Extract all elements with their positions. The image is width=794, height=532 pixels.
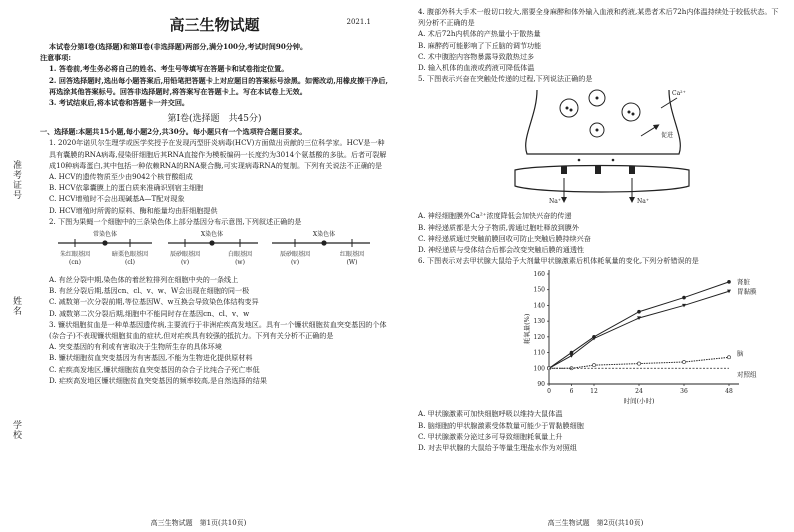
q2-option-b: B. 有丝分裂后期,基因cn、cl、v、w、W会出现在细胞的同一极 [49, 286, 250, 296]
promote-label: 促进 [661, 132, 674, 140]
data-point [592, 364, 595, 367]
q2-option-a: A. 有丝分裂中期,染色体的着丝粒排列在细胞中央的一条线上 [49, 275, 239, 285]
x-tick-label: 0 [547, 388, 551, 396]
part-instruction: 一、选择题:本题共15小题,每小题2分,共30分。每小题只有一个选项符合题目要求。 [40, 127, 307, 137]
q6-option-a: A. 甲状腺激素可加快细胞呼吸以维持大鼠体温 [418, 409, 563, 419]
notice-heading: 注意事项: [40, 53, 71, 63]
series-label: 肾脏 [737, 278, 750, 287]
q3-option-a: A. 突变基因的有利或有害取决于生物所生存的具体环境 [49, 342, 222, 352]
y-tick-label: 140 [533, 302, 545, 310]
exam-date: 2021.1 [346, 18, 371, 26]
data-point [637, 310, 641, 314]
y-tick-label: 90 [537, 381, 545, 389]
data-point [727, 356, 730, 359]
y-tick-label: 100 [533, 365, 545, 373]
gene-label: 朱红眼基因 [59, 251, 91, 259]
q4-option-b: B. 麻醉药可能影响了下丘脑的调节功能 [418, 40, 542, 50]
q2-option-d: D. 减数第二次分裂后期,细胞中不能同时存在基因cn、cl、v、w [49, 308, 250, 318]
data-point [570, 351, 574, 355]
series-line-0 [549, 282, 729, 368]
gene-symbol: (v) [180, 259, 190, 267]
chromosome-diagram [40, 229, 389, 273]
sodium-label: Na⁺ [549, 198, 561, 206]
series-label: 对照组 [737, 370, 757, 379]
gene-label: 辰砂眼基因 [169, 251, 201, 259]
q6-option-d: D. 对去甲状腺的大鼠给予等量生理盐水作为对照组 [418, 443, 577, 453]
chart-svg [409, 266, 784, 408]
q4-option-d: D. 输入机体的血液或药液可降低体温 [418, 63, 535, 73]
section-heading: 第Ⅰ卷(选择题 共45分) [167, 114, 262, 125]
synapse-drawing [409, 86, 784, 208]
q6-option-c: C. 甲状腺激素分泌过多可导致细胞耗氧量上升 [418, 431, 563, 441]
notice-item: 2. 回答选择题时,选出每小题答案后,用铅笔把答题卡上对应题目的答案标号涂黑。如需改动,用橡皮擦干净后,再选涂其他答案标号。回答非选择题时,将答案写在答题卡上。写在本试卷上无效。 [49, 75, 388, 96]
gutter-label-school: 学校 [11, 420, 21, 440]
q5-option-d: D. 神经递质与受体结合后都会改变突触后膜的通透性 [418, 245, 585, 255]
gene-symbol: (v) [290, 259, 300, 267]
gene-label: 辰砂眼基因 [279, 251, 311, 259]
page-footer: 高三生物试题 第1页(共10页) [150, 519, 247, 527]
q4-option-c: C. 术中腹腔内容物暴露导致散热过多 [418, 51, 535, 61]
q4-option-a: A. 术后72h内机体的产热量小于散热量 [418, 29, 541, 39]
x-tick-label: 36 [680, 388, 688, 396]
y-tick-label: 120 [533, 334, 545, 342]
q5-option-a: A. 神经细胞膜外Ca²⁺浓度降低会加快兴奋的传递 [418, 211, 572, 221]
question-2-stem: 2. 下图为果蝇一个细胞中的三条染色体上部分基因分布示意图,下列叙述正确的是 [49, 216, 302, 226]
page-title [40, 14, 389, 35]
page-2 [397, 0, 794, 532]
gene-label: 暗栗色眼基因 [111, 251, 149, 259]
title-text: 高三生物试题 [169, 16, 260, 34]
q3-option-b: B. 镰状细胞贫血突变基因为有害基因,不能为生物进化提供原材料 [49, 353, 253, 363]
notice-item: 3. 考试结束后,将本试卷和答题卡一并交回。 [49, 98, 190, 108]
x-axis-title: 时间(小时) [623, 397, 655, 406]
series-label: 胃黏膜 [737, 287, 757, 296]
x-tick-label: 48 [725, 388, 733, 396]
data-point [682, 296, 686, 300]
gene-symbol: (w) [235, 259, 245, 267]
x-tick-label: 12 [590, 388, 598, 396]
y-tick-label: 130 [533, 318, 545, 326]
exam-intro: 本试卷分第Ⅰ卷(选择题)和第Ⅱ卷(非选择题)两部分,满分100分,考试时间90分钟。 [49, 42, 308, 51]
calcium-label: Ca²⁺ [672, 90, 686, 98]
q1-option-a: A. HCV的遗传物质至少由9042个核苷酸组成 [49, 172, 193, 182]
question-6-stem: 6. 下图表示对去甲状腺大鼠给予大剂量甲状腺激素后机体耗氧量的变化,下列分析错误的是 [418, 256, 699, 266]
gene-label: 红眼基因 [339, 251, 365, 259]
y-tick-label: 150 [533, 287, 545, 295]
question-5-stem: 5. 下图表示兴奋在突触处传递的过程,下列说法正确的是 [418, 74, 593, 84]
gutter-label-name: 姓名 [11, 296, 21, 316]
y-axis-title: 耗氧量(%) [523, 314, 531, 345]
chromosome-label: X染色体 [200, 231, 224, 239]
gene-symbol: (W) [346, 259, 358, 267]
chromosome-label: X染色体 [312, 231, 336, 239]
chromosome-label: 常染色体 [92, 231, 118, 239]
sodium-label: Na⁺ [637, 198, 649, 206]
gutter-label-exam-id: 准考证号 [11, 160, 21, 200]
oxygen-consumption-chart [409, 266, 784, 408]
data-point [727, 280, 731, 284]
q3-option-d: D. 疟疾高发地区镰状细胞贫血突变基因的频率较高,是自然选择的结果 [49, 375, 267, 385]
y-tick-label: 110 [533, 350, 545, 358]
gene-symbol: (cl) [125, 259, 135, 267]
series-label: 脑 [737, 349, 744, 358]
gene-symbol: (cn) [69, 259, 81, 267]
q1-option-c: C. HCV增殖时不会出现碱基A—T配对现象 [49, 194, 185, 204]
q5-option-b: B. 神经递质都是大分子物质,需通过胞吐释放到膜外 [418, 222, 579, 232]
data-point [570, 355, 574, 359]
x-tick-label: 6 [569, 388, 574, 396]
question-4-stem: 4. 腹部外科大手术一般切口较大,需要全身麻醉和体外输入血液和药液,某患者术后72h内体温持续处于较低状态。下列分析不正确的是 [418, 7, 779, 28]
q6-option-b: B. 脑细胞的甲状腺激素受体数量可能少于胃黏膜细胞 [418, 420, 584, 430]
q5-option-c: C. 神经递质通过突触前膜回收可防止突触后膜持续兴奋 [418, 233, 591, 243]
synapse-diagram [409, 86, 784, 208]
y-tick-label: 160 [533, 271, 545, 279]
notice-item: 1. 答卷前,考生务必将自己的姓名、考生号等填写在答题卡和试卷指定位置。 [49, 64, 289, 74]
data-point [637, 362, 640, 365]
question-1-stem: 1. 2020年诺贝尔生理学或医学奖授予在发现丙型肝炎病毒(HCV)方面做出贡献的三位科学家。HCV是一种具有囊膜的RNA病毒,侵染肝细胞后其RNA直接作为模板编码一长度约为3014个氨基酸的多肽。后者可裂解成10种病毒蛋白,其中包括一种依赖RNA的RNA聚合酶,可实现病毒RNA的复制。下列有关说法不正确的是 [49, 138, 387, 170]
x-tick-label: 24 [635, 388, 643, 396]
q2-option-c: C. 减数第一次分裂前期,等位基因W、w互换会导致染色体结构变异 [49, 297, 259, 307]
q1-option-b: B. HCV依靠囊膜上的蛋白质来准确识别宿主细胞 [49, 183, 204, 193]
page-footer: 高三生物试题 第2页(共10页) [547, 519, 644, 527]
data-point [682, 361, 685, 364]
q3-option-c: C. 疟疾高发地区,镰状细胞贫血突变基因的杂合子比纯合子死亡率低 [49, 364, 260, 374]
question-3-stem: 3. 镰状细胞贫血是一种单基因遗传病,主要流行于非洲疟疾高发地区。具有一个镰状细胞贫血突变基因的个体(杂合子)不表现镰状细胞贫血的症状,但对疟疾具有较强的抵抗力。下列有关分析不正确的是 [49, 319, 387, 341]
gene-label: 白眼基因 [227, 251, 253, 259]
series-line-1 [549, 292, 729, 369]
q1-option-d: D. HCV增殖时所需的原料、酶和能量均由肝细胞提供 [49, 205, 218, 215]
